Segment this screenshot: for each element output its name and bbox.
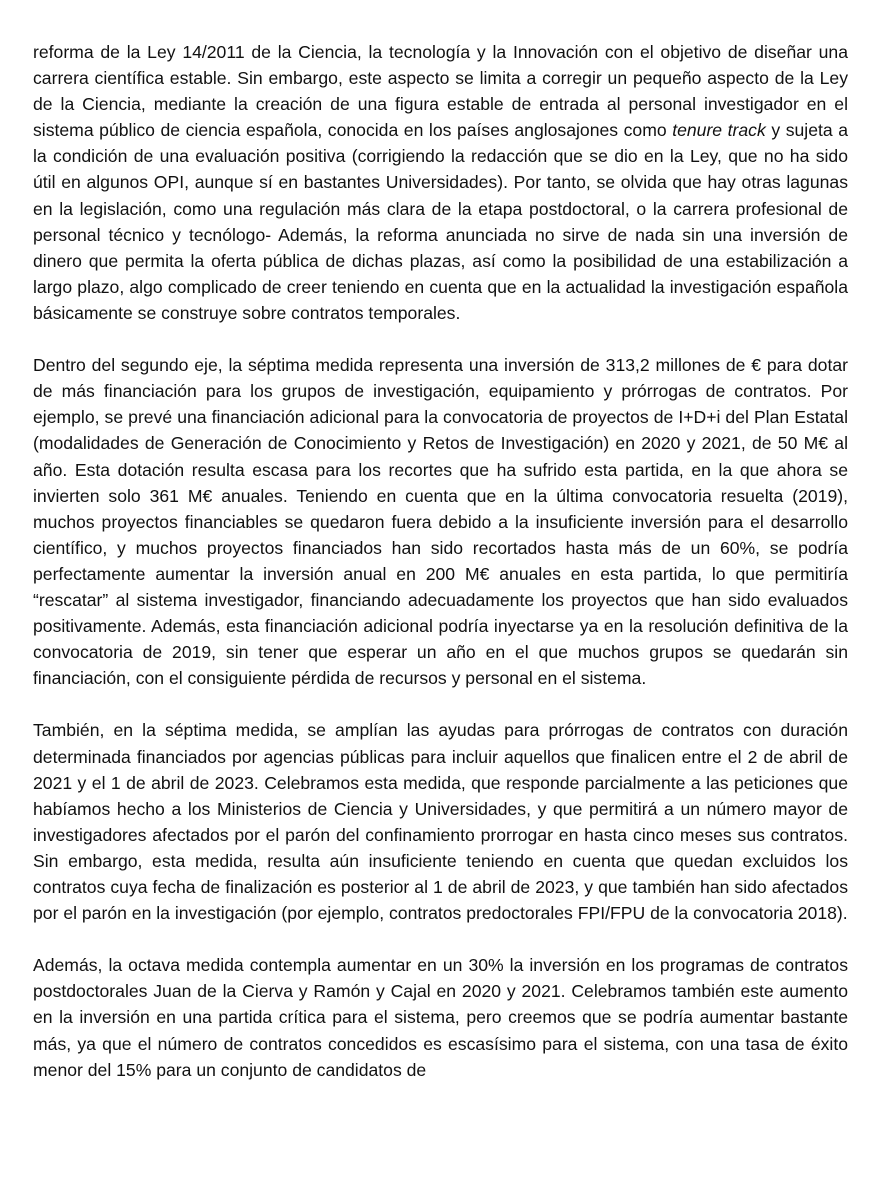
paragraph-septima-medida-inversion: Dentro del segundo eje, la séptima medida representa una inversión de 313,2 millones de € para dotar de más financiación para los grupos de investigación, equipamiento y prórrogas de contratos. Por ejemplo, se prevé una financiación adicional para la convocatoria de proyectos de I+D+i del Plan Estatal (modalidades de Generación de Conocimiento y Retos de Investigación) en 2020 y 2021, de 50 M€ al año. Esta dotación resulta escasa para los recortes que ha sufrido esta partida, en la que ahora se invierten solo 361 M€ anuales. Teniendo en cuenta que en la última convocatoria resuelta (2019), muchos proyectos financiables se quedaron fuera debido a la insuficiente inversión para el desarrollo científico, y muchos proyectos financiados han sido recortados hasta más de un 60%, se podría perfectamente aumentar la inversión anual en 200 M€ anuales en esta partida, lo que permitiría “rescatar” al sistema investigador, financiando adecuadamente los proyectos que han sido evaluados positivamente. Además, esta financiación adicional podría inyectarse ya en la resolución definitiva de la convocatoria de 2019, sin tener que esperar un año en el que muchos grupos se quedarán sin financiación, con el consiguiente pérdida de recursos y personal en el sistema. xyxy=(33,355,848,689)
paragraph-octava-medida: Además, la octava medida contempla aumentar en un 30% la inversión en los programas de contratos postdoctorales Juan de la Cierva y Ramón y Cajal en 2020 y 2021. Celebramos también este aumento en la inversión en una partida crítica para el sistema, pero creemos que se podría aumentar bastante más, ya que el número de contratos concedidos es escasísimo para el sistema, con una tasa de éxito menor del 15% para un conjunto de candidatos de xyxy=(33,955,848,1080)
paragraph-ley-ciencia xyxy=(33,39,848,326)
paragraph-septima-medida-prorrogas: También, en la séptima medida, se amplían las ayudas para prórrogas de contratos con duración determinada financiados por agencias públicas para incluir aquellos que finalicen entre el 2 de abril de 2021 y el 1 de abril de 2023. Celebramos esta medida, que responde parcialmente a las peticiones que habíamos hecho a los Ministerios de Ciencia y Universidades, y que permitirá a un número mayor de investigadores afectados por el parón del confinamiento prorrogar en hasta cinco meses sus contratos. Sin embargo, esta medida, resulta aún insuficiente teniendo en cuenta que quedan excluidos los contratos cuya fecha de finalización es posterior al 1 de abril de 2023, y que también han sido afectados por el parón en la investigación (por ejemplo, contratos predoctorales FPI/FPU de la convocatoria 2018). xyxy=(33,720,848,924)
paragraph-1-italic-term: tenure track xyxy=(672,120,766,141)
paragraph-1-text-after: y sujeta a la condición de una evaluación positiva (corrigiendo la redacción que se dio en la Ley, que no ha sido útil en algunos OPI, aunque sí en bastantes Universidades). Por tanto, se olvida que hay otras lagunas en la legislación, como una regulación más clara de la etapa postdoctoral, o la carrera profesional de personal técnico y tecnólogo- Además, la reforma anunciada no sirve de nada sin una inversión de dinero que permita la oferta pública de dichas plazas, así como la posibilidad de una estabilización a largo plazo, algo complicado de creer teniendo en cuenta que en la actualidad la investigación española básicamente se construye sobre contratos temporales. xyxy=(33,120,848,323)
paragraph-1-text-before: reforma de la Ley 14/2011 de la Ciencia, la tecnología y la Innovación con el objetivo de diseñar una carrera científica estable. Sin embargo, este aspecto se limita a corregir un pequeño aspecto de la Ley de la Ciencia, mediante la creación de una figura estable de entrada al personal investigador en el sistema público de ciencia española, conocida en los países anglosajones como xyxy=(33,42,848,141)
